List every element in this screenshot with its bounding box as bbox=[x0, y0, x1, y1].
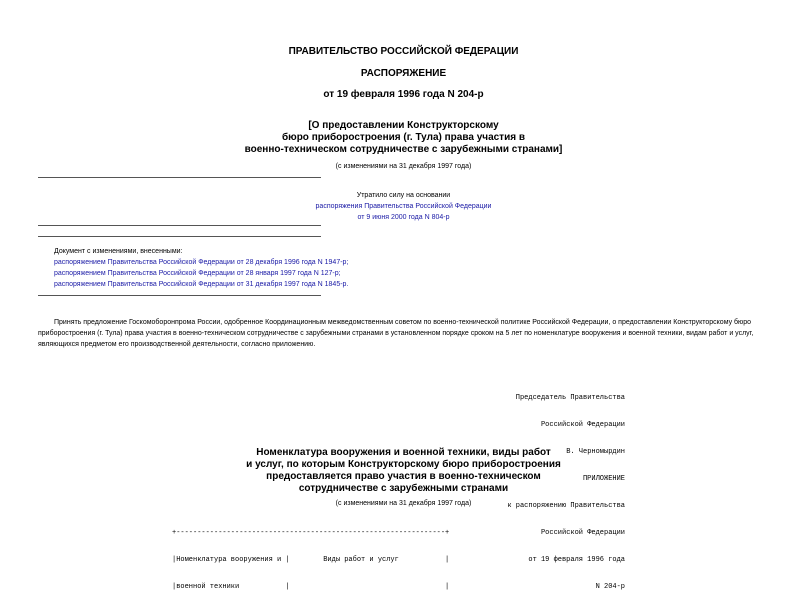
title-amendment-note: (с изменениями на 31 декабря 1997 года) bbox=[335, 163, 472, 170]
expired-notice bbox=[0, 190, 807, 223]
expired-notice-text: Утратило силу на основании bbox=[356, 192, 451, 199]
government-heading: ПРАВИТЕЛЬСТВО РОССИЙСКОЙ ФЕДЕРАЦИИ bbox=[288, 46, 519, 57]
signature-line: В. Черномырдин bbox=[566, 448, 625, 456]
changes-list bbox=[54, 246, 454, 290]
document-type: РАСПОРЯЖЕНИЕ bbox=[360, 68, 447, 79]
divider bbox=[38, 236, 321, 237]
change-link-1947[interactable]: распоряжением Правительства Российской Федерации от 28 декабря 1996 года N 1947-р; bbox=[54, 259, 349, 266]
appendix-title-line-1: Номенклатура вооружения и военной техники, виды работ bbox=[256, 447, 551, 458]
signature-line: Российской Федерации bbox=[540, 421, 625, 429]
appendix-table bbox=[172, 511, 449, 601]
table-header-row: |военной техники | | bbox=[172, 583, 450, 591]
appendix-label: ПРИЛОЖЕНИЕ bbox=[582, 475, 625, 483]
change-link-127[interactable]: распоряжением Правительства Российской Федерации от 28 января 1997 года N 127-р; bbox=[54, 270, 341, 277]
signature-line: Председатель Правительства bbox=[515, 394, 625, 402]
appendix-ref-line: Российской Федерации bbox=[540, 529, 625, 537]
expired-basis-date-link[interactable]: от 9 июня 2000 года N 804-р bbox=[357, 214, 450, 221]
changes-intro: Документ с изменениями, внесенными: bbox=[54, 248, 183, 255]
title-line-2: бюро приборостроения (г. Тула) права участия в bbox=[281, 132, 525, 143]
expired-basis-link[interactable]: распоряжения Правительства Российской Федерации bbox=[315, 203, 492, 210]
appendix-amendment-note: (с изменениями на 31 декабря 1997 года) bbox=[335, 500, 472, 507]
divider bbox=[38, 225, 321, 226]
appendix-ref-line: от 19 февраля 1996 года bbox=[528, 556, 625, 564]
document-date-number: от 19 февраля 1996 года N 204-р bbox=[323, 89, 484, 100]
appendix-ref-line: к распоряжению Правительства bbox=[507, 502, 625, 510]
appendix-ref-line: N 204-р bbox=[595, 583, 625, 591]
appendix-title bbox=[0, 447, 807, 495]
divider bbox=[38, 177, 321, 178]
document-title bbox=[0, 120, 807, 156]
table-border: +----------------------------------------------------------------+ bbox=[172, 529, 450, 537]
title-line-3: военно-техническом сотрудничестве с зарубежными странами] bbox=[244, 144, 563, 155]
title-line-1: [О предоставлении Конструкторскому bbox=[308, 120, 499, 131]
change-link-1845[interactable]: распоряжением Правительства Российской Федерации от 31 декабря 1997 года N 1845-р. bbox=[54, 281, 349, 288]
appendix-title-line-4: сотрудничестве с зарубежными странами bbox=[298, 483, 509, 494]
main-paragraph: Принять предложение Госкомоборонпрома России, одобренное Координационным межведомственным советом по военно-технической политике Российской Федерации, о предоставлении Конструкторскому бюро приборостроения (г. Тула) права участия в военно-техническом сотрудничестве с зарубежными странами в установленном порядке сроком на 5 лет по номенклатуре вооружения и военной техники, видам работ и услуг, являющихся предметом его производственной деятельности, согласно приложению. bbox=[38, 319, 754, 348]
table-header-row: |Номенклатура вооружения и | Виды работ и услуг | bbox=[172, 556, 450, 564]
appendix-title-line-3: предоставляется право участия в военно-техническом bbox=[266, 471, 541, 482]
appendix-title-line-2: и услуг, по которым Конструкторскому бюро приборостроения bbox=[246, 459, 561, 470]
divider bbox=[38, 295, 321, 296]
